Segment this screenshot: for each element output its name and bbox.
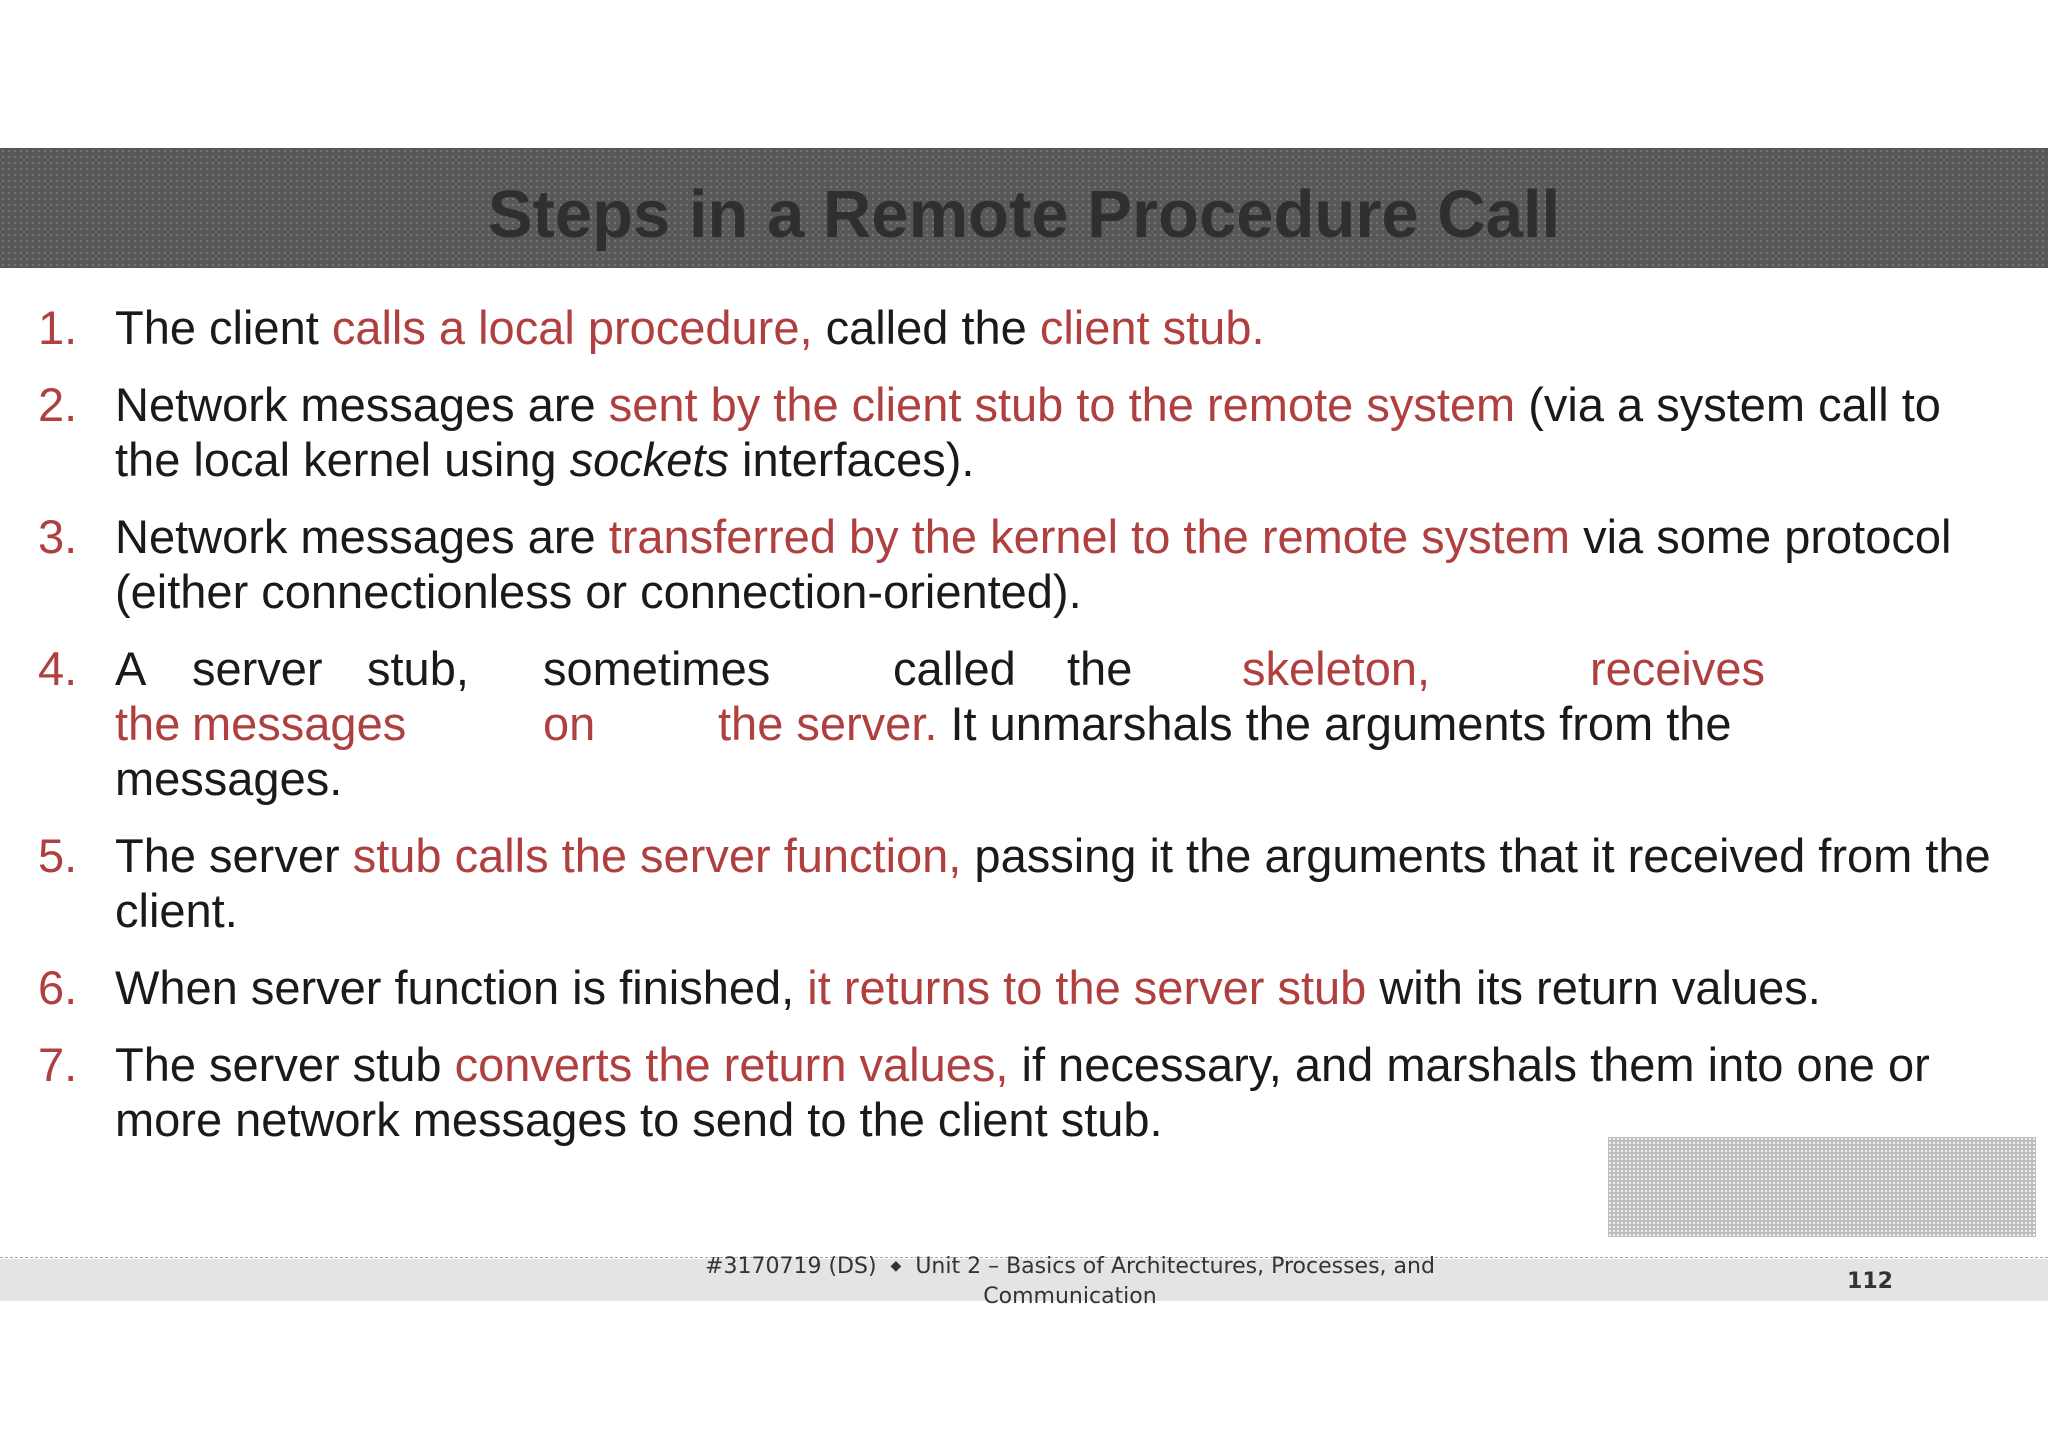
step-highlight: converts the return values, bbox=[454, 1038, 1009, 1091]
step-emphasis: sockets bbox=[569, 433, 729, 486]
step-text: When server function is finished, bbox=[115, 961, 808, 1014]
step-2 bbox=[38, 377, 1998, 487]
step-highlight: stub calls the server function, bbox=[352, 829, 962, 882]
step-1 bbox=[38, 300, 1998, 355]
page-number: 112 bbox=[1847, 1269, 1893, 1294]
step-6 bbox=[38, 960, 1998, 1015]
step-highlight: it returns to the server stub bbox=[807, 961, 1367, 1014]
steps-list bbox=[38, 300, 1998, 1169]
step-text: via some protocol (either connectionless or connection-oriented). bbox=[115, 510, 1952, 618]
step-number: 1. bbox=[38, 301, 78, 354]
step-text: passing it the arguments that it received from the client. bbox=[115, 829, 1991, 937]
step-4 bbox=[38, 641, 1998, 806]
diamond-separator-icon: ◆ bbox=[890, 1258, 902, 1274]
step-number: 4. bbox=[38, 642, 78, 695]
step-text: The server stub bbox=[115, 1038, 455, 1091]
step-4-line-2 bbox=[115, 696, 1998, 751]
step-word: A bbox=[115, 642, 147, 695]
step-word: on bbox=[543, 697, 596, 750]
step-word: messages bbox=[192, 697, 407, 750]
step-word: messages. bbox=[115, 752, 343, 805]
step-word: skeleton, bbox=[1242, 642, 1431, 695]
step-word: receives bbox=[1590, 642, 1766, 695]
step-word: It unmarshals the arguments from the bbox=[950, 697, 1732, 750]
step-5 bbox=[38, 828, 1998, 938]
logo-placeholder bbox=[1608, 1137, 2036, 1237]
step-4-line-3 bbox=[115, 751, 1998, 806]
step-word: the server. bbox=[718, 697, 938, 750]
footer-line-1 bbox=[670, 1251, 1470, 1282]
step-highlight: calls a local procedure, bbox=[331, 301, 813, 354]
step-text: Network messages are bbox=[115, 510, 609, 563]
step-word: server bbox=[192, 642, 323, 695]
step-word: the bbox=[1067, 642, 1133, 695]
title-band bbox=[0, 148, 2048, 268]
step-7 bbox=[38, 1037, 1998, 1147]
step-highlight: sent by the client stub to the remote system bbox=[608, 378, 1516, 431]
step-text: interfaces). bbox=[728, 433, 975, 486]
step-text: The client bbox=[115, 301, 332, 354]
step-number: 6. bbox=[38, 961, 78, 1014]
step-3 bbox=[38, 509, 1998, 619]
step-number: 7. bbox=[38, 1038, 78, 1091]
step-text: The server bbox=[115, 829, 353, 882]
course-code: #3170719 (DS) bbox=[705, 1254, 877, 1279]
step-word: stub, bbox=[367, 642, 469, 695]
step-word: the bbox=[115, 697, 181, 750]
unit-title: Unit 2 – Basics of Architectures, Processes, and bbox=[915, 1254, 1435, 1279]
step-word: sometimes bbox=[543, 642, 771, 695]
step-text: with its return values. bbox=[1366, 961, 1821, 1014]
step-text: if necessary, and marshals them into one or more network messages to send to the client stub. bbox=[115, 1038, 1930, 1146]
step-text: (via a system call to the local kernel using bbox=[115, 378, 1941, 486]
step-number: 2. bbox=[38, 378, 78, 431]
step-number: 5. bbox=[38, 829, 78, 882]
step-highlight: transferred by the kernel to the remote system bbox=[608, 510, 1571, 563]
step-text: called the bbox=[812, 301, 1040, 354]
footer-caption bbox=[670, 1251, 1470, 1312]
step-4-line-1 bbox=[115, 641, 1998, 696]
step-highlight: client stub. bbox=[1039, 301, 1265, 354]
step-text: Network messages are bbox=[115, 378, 609, 431]
step-word: called bbox=[893, 642, 1016, 695]
footer-line-2: Communication bbox=[983, 1284, 1157, 1309]
step-number: 3. bbox=[38, 510, 78, 563]
slide-title: Steps in a Remote Procedure Call bbox=[487, 177, 1561, 252]
